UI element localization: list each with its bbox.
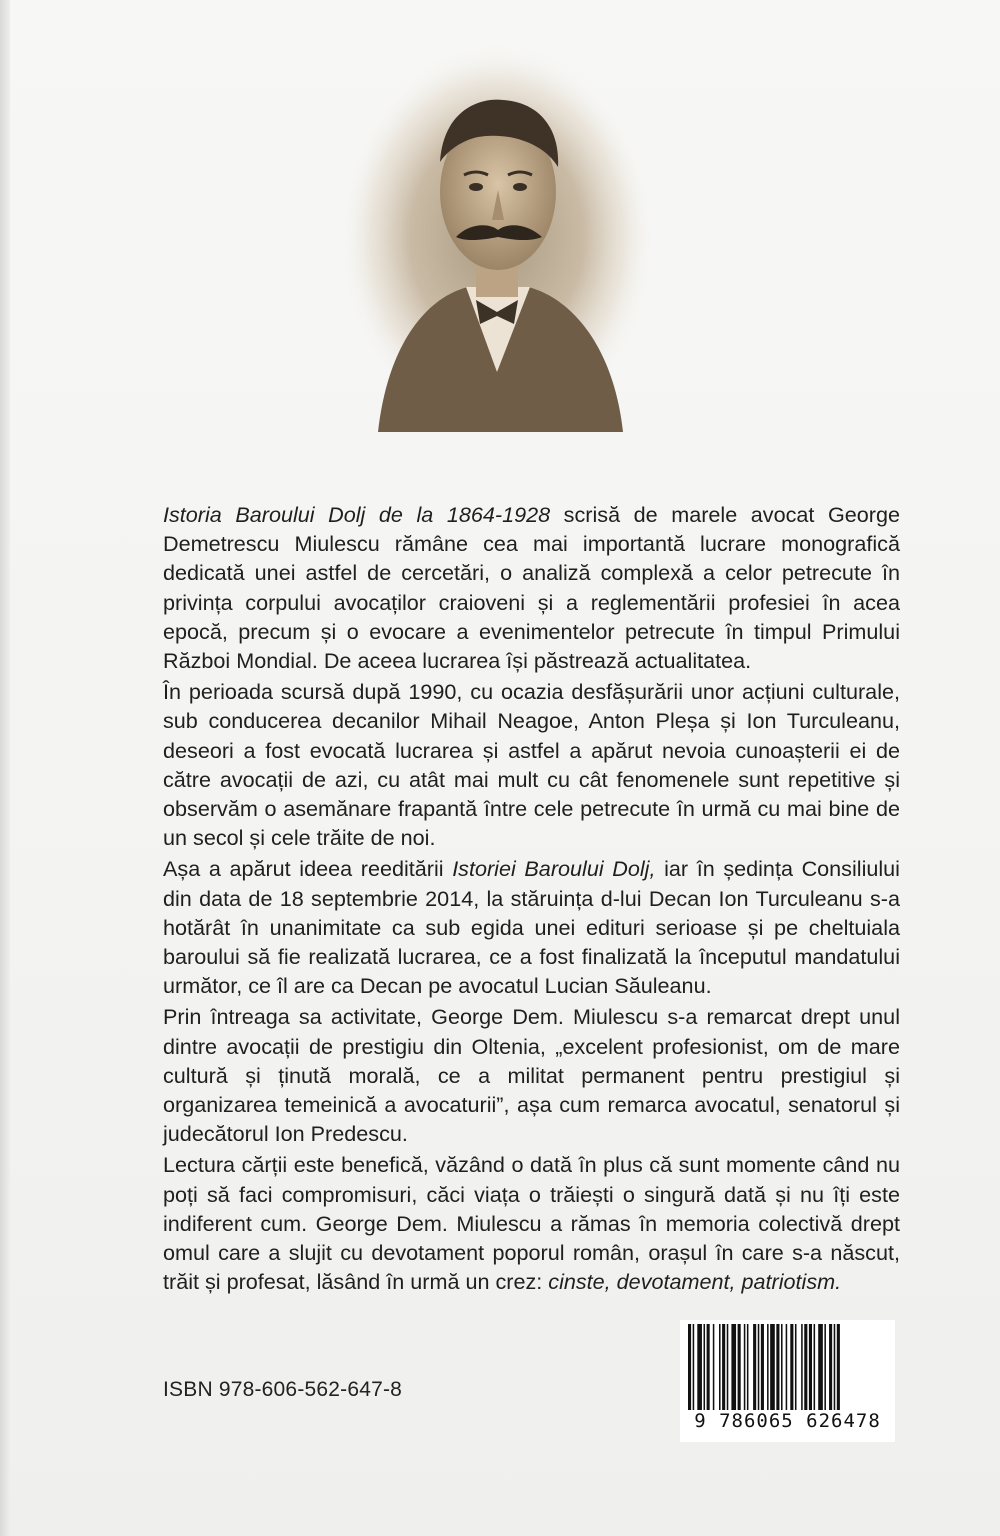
barcode-bar xyxy=(767,1324,769,1410)
barcode-bar xyxy=(790,1324,793,1410)
paragraph-3-italic: Istoriei Baroului Dolj, xyxy=(452,856,656,882)
barcode-bar xyxy=(727,1324,729,1410)
barcode-bar xyxy=(753,1324,756,1410)
barcode-bar xyxy=(747,1324,749,1410)
barcode-bar xyxy=(814,1324,816,1410)
barcode-bar xyxy=(818,1324,823,1410)
barcode-bar xyxy=(722,1324,725,1410)
paragraph-3-end: iar în ședința Consiliului din data de 18 septembrie 2014, la stăruința d-lui Decan Ion Turculeanu s-a hotărât în unanimitate ca sub egida unei edituri serioase și pe cheltuiala baroului să fie realizată lucrarea, ce a fost finalizată la începutul mandatului următor, ce îl are ca Decan pe avocatul Lucian Săuleanu. xyxy=(163,856,900,999)
paragraph-4: Prin întreaga sa activitate, George Dem. Miulescu s-a remarcat drept unul dintre avocații de prestigiu din Oltenia, „excelent profesionist, om de mare cultură și ținută morală, ce a militat permanent pentru prestigiul și organizarea temeinică a avocaturii”, așa cum remarca avocatul, senatorul și judecătorul Ion Predescu. xyxy=(163,1004,900,1147)
paragraph-3 xyxy=(163,854,900,1000)
barcode-bar xyxy=(719,1324,721,1410)
barcode-bar xyxy=(795,1324,797,1410)
barcode-bar xyxy=(738,1324,741,1410)
paragraph-2: În perioada scursă după 1990, cu ocazia desfășurării unor acțiuni culturale, sub conducerea decanilor Mihail Neagoe, Anton Pleșa și Ion Turculeanu, deseori a fost evocată lucrarea și astfel a apărut nevoia cunoașterii ei de către avocații de azi, cu atât mai mult cu cât fenomenele sunt repetitive și observăm o asemănare frapantă între cele petrecute în urmă cu mai bine de un secol și cele trăite de noi. xyxy=(163,679,900,851)
barcode-bar xyxy=(758,1324,760,1410)
barcode-bar xyxy=(829,1324,832,1410)
barcode-digits: 9 786065 626478 xyxy=(694,1410,881,1432)
barcode-bar xyxy=(704,1324,706,1410)
paragraph-1-text: scrisă de marele avocat George Demetrescu Miulescu rămâne cea mai importantă lucrare monografică dedicată unei astfel de cercetări, o analiză complexă a celor petrecute în privința corpului avocaților craioveni și a reglementării profesiei în acea epocă, precum și o evocare a evenimentelor petrecute în timpul Primului Război Mondial. De aceea lucrarea își păstrează actualitatea. xyxy=(163,502,900,674)
barcode-bar xyxy=(707,1324,710,1410)
barcode-bar xyxy=(688,1324,691,1410)
paragraph-5-text: Lectura cărții este benefică, văzând o dată în plus că sunt momente când nu poți să faci compromisuri, căci viața o trăiești o singură dată și nu îți este indiferent cum. George Dem. Miulescu a rămas în memoria colectivă drept omul care a slujit cu devotament poporul român, orașul în care s-a născut, trăit și profesat, lăsând în urmă un crez: xyxy=(163,1152,900,1295)
paragraph-5 xyxy=(163,1150,900,1296)
barcode-bar xyxy=(713,1324,715,1410)
barcode-bar xyxy=(761,1324,764,1410)
barcode-bar xyxy=(744,1324,746,1410)
motto-italic: cinste, devotament, patriotism. xyxy=(548,1269,842,1295)
portrait-photo xyxy=(338,42,656,432)
barcode-bar xyxy=(804,1324,807,1410)
spine-edge xyxy=(0,0,10,1536)
isbn-label: ISBN 978-606-562-647-8 xyxy=(163,1378,403,1401)
barcode-bar xyxy=(809,1324,812,1410)
barcode-bar xyxy=(776,1324,779,1410)
barcode-bar xyxy=(731,1324,736,1410)
barcode-bar xyxy=(837,1324,840,1410)
paragraph-3-start: Așa a apărut ideea reeditării xyxy=(163,856,453,882)
barcode-bar xyxy=(824,1324,826,1410)
barcode-bar xyxy=(781,1324,783,1410)
barcode-bar xyxy=(786,1324,788,1410)
barcode-bar xyxy=(697,1324,702,1410)
barcode-bar xyxy=(834,1324,836,1410)
barcode-bar xyxy=(801,1324,803,1410)
barcode-bar xyxy=(693,1324,695,1410)
blurb-text xyxy=(163,500,900,1298)
barcode-bar xyxy=(770,1324,775,1410)
book-title-italic: Istoria Baroului Dolj de la 1864-1928 xyxy=(163,502,551,527)
paragraph-1 xyxy=(163,500,900,675)
